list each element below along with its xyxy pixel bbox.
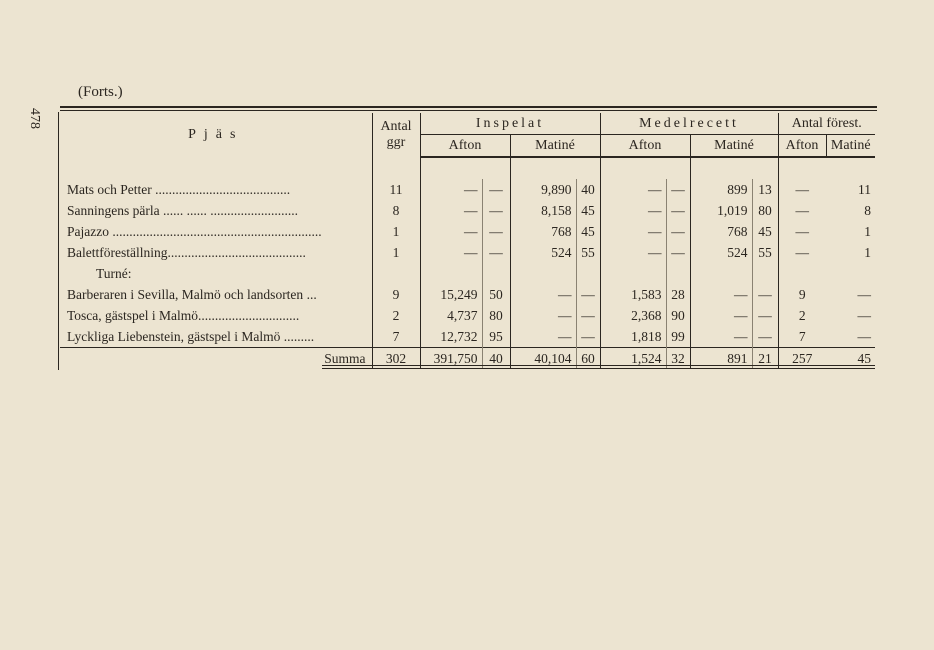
cell-med-matine-kr: 1,019 (690, 200, 752, 221)
cell-forest-matine: 1 (864, 223, 871, 239)
leader-dots: ...... ...... .......................... (162, 202, 298, 218)
header-ins-matine: Matiné (510, 135, 600, 158)
cell-ins-matine-ore: 45 (576, 200, 600, 221)
cell-forest-afton: — (778, 200, 826, 221)
table-row (60, 305, 875, 326)
top-rule (60, 106, 877, 108)
page-number: 478 (27, 108, 42, 129)
cell-med-matine-ore: — (752, 305, 778, 326)
header-antal-ggr (372, 113, 420, 157)
cell-ins-afton-ore: — (482, 200, 510, 221)
row-name: Mats och Petter (67, 181, 152, 197)
cell-ins-afton-kr: 4,737 (420, 305, 482, 326)
cell-med-matine-kr: — (690, 326, 752, 348)
bottom-rule (322, 365, 875, 366)
cell-antal: 11 (372, 179, 420, 200)
cell-med-afton-kr: 1,818 (600, 326, 666, 348)
header-forest-afton: Afton (778, 135, 826, 158)
cell-med-matine-ore: 13 (752, 179, 778, 200)
cell-forest-matine: 1 (864, 244, 871, 260)
cell-med-matine-ore: 55 (752, 242, 778, 263)
turne-heading-row (60, 263, 875, 284)
cell-ins-matine-kr: — (510, 305, 576, 326)
cell-ins-afton-kr: — (420, 221, 482, 242)
left-rule (58, 112, 59, 370)
leader-dots: ... (306, 286, 317, 302)
cell-ins-afton-ore: — (482, 242, 510, 263)
header-antal-forest: Antal förest. (778, 113, 875, 135)
summa-antal: 302 (372, 348, 420, 370)
cell-forest-matine: 8 (864, 202, 871, 218)
cell-ins-matine-ore: 40 (576, 179, 600, 200)
cell-med-afton-ore: 28 (666, 284, 690, 305)
table-row (60, 284, 875, 305)
leader-dots: .............................. (198, 307, 300, 323)
cell-antal: 7 (372, 326, 420, 348)
cell-antal: 2 (372, 305, 420, 326)
cell-antal: 8 (372, 200, 420, 221)
cell-med-afton-ore: 99 (666, 326, 690, 348)
leader-dots: ........................................ (155, 181, 291, 197)
cell-med-afton-kr: — (600, 221, 666, 242)
cell-antal: 9 (372, 284, 420, 305)
cell-antal: 1 (372, 221, 420, 242)
header-ins-afton: Afton (420, 135, 510, 158)
header-antal-line2: ggr (386, 135, 406, 150)
summa-ins-afton-kr: 391,750 (420, 348, 482, 370)
cell-ins-matine-kr: 8,158 (510, 200, 576, 221)
cell-med-afton-ore: — (666, 242, 690, 263)
cell-ins-afton-ore: — (482, 179, 510, 200)
cell-ins-matine-ore: — (576, 284, 600, 305)
cell-ins-matine-kr: — (510, 326, 576, 348)
table-row (60, 200, 875, 221)
cell-ins-afton-kr: — (420, 242, 482, 263)
cell-med-matine-kr: 524 (690, 242, 752, 263)
header-med-afton: Afton (600, 135, 690, 158)
cell-forest-afton: — (778, 242, 826, 263)
cell-forest-matine: 11 (858, 181, 871, 197)
cell-ins-afton-kr: — (420, 200, 482, 221)
cell-med-afton-kr: — (600, 242, 666, 263)
cell-med-matine-kr: — (690, 284, 752, 305)
cell-med-matine-kr: 899 (690, 179, 752, 200)
continued-label: (Forts.) (78, 84, 123, 100)
cell-ins-afton-ore: 80 (482, 305, 510, 326)
table-row (60, 242, 875, 263)
leader-dots: ......................................... (167, 244, 306, 260)
cell-forest-afton: 2 (778, 305, 826, 326)
cell-ins-matine-kr: — (510, 284, 576, 305)
cell-med-afton-ore: — (666, 179, 690, 200)
summa-med-matine-kr: 891 (690, 348, 752, 370)
row-name: Tosca, gästspel i Malmö (67, 307, 199, 323)
row-name: Balettföreställning (67, 244, 168, 260)
cell-ins-afton-kr: — (420, 179, 482, 200)
cell-forest-afton: — (778, 221, 826, 242)
cell-ins-matine-ore: — (576, 305, 600, 326)
statistics-table (60, 113, 875, 369)
cell-forest-matine: — (857, 286, 871, 302)
cell-ins-afton-kr: 12,732 (420, 326, 482, 348)
bottom-rule-second (322, 368, 875, 369)
cell-med-afton-kr: — (600, 179, 666, 200)
cell-med-matine-ore: — (752, 326, 778, 348)
summa-med-matine-ore: 21 (752, 348, 778, 370)
summa-ins-matine-ore: 60 (576, 348, 600, 370)
cell-forest-afton: — (778, 179, 826, 200)
cell-med-afton-ore: — (666, 221, 690, 242)
cell-antal: 1 (372, 242, 420, 263)
cell-ins-matine-ore: — (576, 326, 600, 348)
top-rule-thin (60, 110, 877, 111)
summa-med-afton-ore: 32 (666, 348, 690, 370)
row-name: Pajazzo (67, 223, 109, 239)
cell-med-matine-kr: 768 (690, 221, 752, 242)
summa-ins-matine-kr: 40,104 (510, 348, 576, 370)
cell-med-afton-ore: — (666, 200, 690, 221)
summa-forest-matine: 45 (826, 348, 875, 370)
summa-label: Summa (60, 348, 372, 370)
cell-ins-afton-ore: — (482, 221, 510, 242)
header-med-matine: Matiné (690, 135, 778, 158)
leader-dots: ......... (283, 328, 315, 344)
cell-ins-matine-kr: 768 (510, 221, 576, 242)
row-name: Lyckliga Liebenstein, gästspel i Malmö (67, 328, 281, 344)
summa-med-afton-kr: 1,524 (600, 348, 666, 370)
cell-forest-matine: — (857, 328, 871, 344)
cell-ins-afton-ore: 95 (482, 326, 510, 348)
cell-med-afton-kr: — (600, 200, 666, 221)
cell-ins-matine-ore: 55 (576, 242, 600, 263)
cell-med-matine-kr: — (690, 305, 752, 326)
summa-ins-afton-ore: 40 (482, 348, 510, 370)
table-row (60, 326, 875, 348)
row-name: Sanningens pärla (67, 202, 160, 218)
table-row (60, 221, 875, 242)
cell-med-matine-ore: 45 (752, 221, 778, 242)
summa-forest-afton: 257 (778, 348, 826, 370)
cell-forest-afton: 9 (778, 284, 826, 305)
cell-ins-afton-kr: 15,249 (420, 284, 482, 305)
cell-med-afton-kr: 1,583 (600, 284, 666, 305)
cell-ins-matine-ore: 45 (576, 221, 600, 242)
header-inspelat: Inspelat (420, 113, 600, 135)
header-medelrecett: Medelrecett (600, 113, 778, 135)
leader-dots: .............................................................. (112, 223, 322, 239)
cell-med-matine-ore: — (752, 284, 778, 305)
row-name: Barberaren i Sevilla, Malmö och landsorten (67, 286, 304, 302)
table-row (60, 179, 875, 200)
cell-ins-matine-kr: 9,890 (510, 179, 576, 200)
header-pjas: Pjäs (188, 127, 244, 142)
header-forest-matine: Matiné (826, 135, 875, 158)
cell-med-matine-ore: 80 (752, 200, 778, 221)
cell-ins-afton-ore: 50 (482, 284, 510, 305)
header-antal-line1: Antal (380, 119, 412, 134)
turne-label: Turné: (96, 265, 132, 281)
cell-forest-afton: 7 (778, 326, 826, 348)
cell-med-afton-kr: 2,368 (600, 305, 666, 326)
cell-ins-matine-kr: 524 (510, 242, 576, 263)
cell-med-afton-ore: 90 (666, 305, 690, 326)
cell-forest-matine: — (857, 307, 871, 323)
